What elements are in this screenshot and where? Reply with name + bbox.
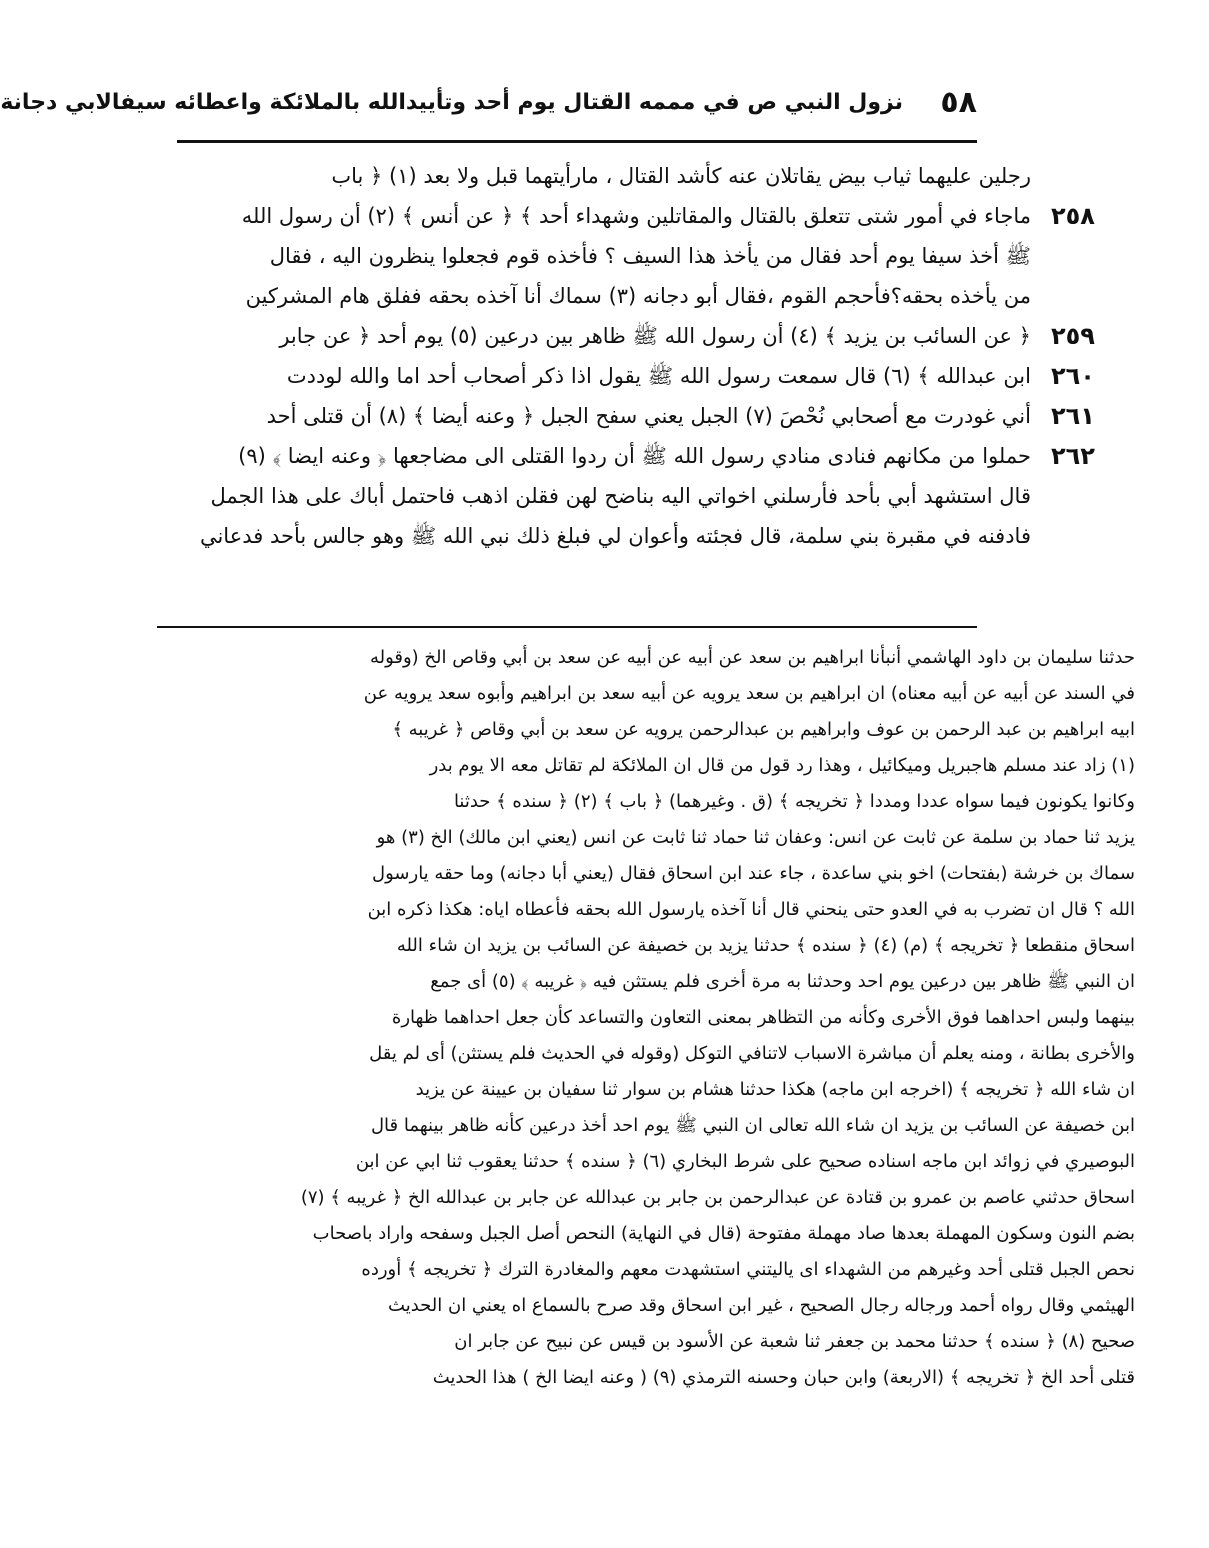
note-line: بينهما ولبس احداهما فوق الأخرى وكأنه من التظاهر بمعنى التعاون والتساعد كأن جعل احداهما ظهارة [391, 1007, 1135, 1028]
note-line: بضم النون وسكون المهملة بعدها صاد مهملة مفتوحة (قال في النهاية) النحص أصل الجبل وسفحه واراد باصحاب [312, 1223, 1135, 1244]
main-line-text: قال استشهد أبي بأحد فأرسلني اخواتي اليه بناضح لهن فقلن اذهب فاحتمل أباك على هذا الجمل [210, 484, 1031, 508]
main-text [173, 156, 1141, 556]
note-line: حدثنا سليمان بن داود الهاشمي أنبأنا ابراهيم بن سعد عن أبيه عن أبيه عن سعد بن أبي وقاص الخ (وقوله [369, 647, 1135, 668]
main-line-text: أني غودرت مع أصحابي نُحْصَ (٧) الجبل يعني سفح الجبل ﴿ وعنه أيضا ﴾ (٨) أن قتلى أحد [266, 404, 1031, 428]
main-line-text: حملوا من مكانهم فنادى منادي رسول الله ﷺ أن ردوا القتلى الى مضاجعها ﴿ وعنه ايضا ﴾ (٩) [238, 444, 1031, 468]
footnote-divider [157, 626, 977, 628]
main-line [173, 396, 1141, 436]
note-line: صحيح (٨) ﴿ سنده ﴾ حدثنا محمد بن جعفر ثنا شعبة عن الأسود بن قيس عن نبيح عن جابر ان [454, 1331, 1135, 1352]
main-line-text: من يأخذه بحقه؟فأحجم القوم ،فقال أبو دجانه (٣) سماك أنا آخذه بحقه ففلق هام المشركين [245, 284, 1031, 308]
note-line: والأخرى بطانة ، ومنه يعلم أن مباشرة الاسباب لاتنافي التوكل (وقوله في الحديث فلم يستثن) أى لم يقل [369, 1043, 1135, 1064]
header-rule [177, 140, 977, 143]
note-line: (١) زاد عند مسلم هاجبريل وميكائيل ، وهذا رد قول من قال ان الملائكة لم تقاتل معه الا يوم بدر [429, 755, 1135, 776]
main-line-text: ﷺ أخذ سيفا يوم أحد فقال من يأخذ هذا السيف ؟ فأخذه قوم فجعلوا ينظرون اليه ، فقال [269, 244, 1031, 268]
main-line [173, 196, 1141, 236]
note-line: سماك بن خرشة (بفتحات) اخو بني ساعدة ، جاء عند ابن اسحاق فقال (يعني أبا دجانه) وما حقه يارسول [372, 863, 1135, 884]
hadith-number: ٢٥٩ [1051, 322, 1095, 350]
note-line: ان النبي ﷺ ظاهر بين درعين يوم احد وحدثنا به مرة أخرى فلم يستثن فيه ﴿ غريبه ﴾ (٥) أى جمع [430, 971, 1135, 992]
main-line-text: ماجاء في أمور شتى تتعلق بالقتال والمقاتلين وشهداء أحد ﴾ ﴿ عن أنس ﴾ (٢) أن رسول الله [241, 204, 1031, 228]
hadith-number: ٢٥٨ [1051, 202, 1095, 230]
running-header [0, 78, 977, 126]
main-line [173, 436, 1141, 476]
main-line-text: فادفنه في مقبرة بني سلمة، قال فجئته وأعوان لي فبلغ ذلك نبي الله ﷺ وهو جالس بأحد فدعاني [199, 524, 1031, 548]
main-line [173, 276, 1141, 316]
note-line: نحص الجبل قتلى أحد وغيرهم من الشهداء اى ياليتني استشهدت معهم والمغادرة الترك ﴿ تخريجه ﴾ أورده [361, 1259, 1135, 1280]
main-line [173, 156, 1141, 196]
page-number: ٥٨ [940, 84, 977, 120]
main-line [173, 356, 1141, 396]
note-line: ابن خصيفة عن السائب بن يزيد ان شاء الله تعالى ان النبي ﷺ يوم احد أخذ درعين كأنه ظاهر بينهما قال [370, 1115, 1135, 1136]
note-line: في السند عن أبيه عن أبيه معناه) ان ابراهيم بن سعد يرويه عن أبيه سعد بن ابراهيم وأبوه سعد يرويه عن [363, 683, 1135, 704]
main-line-text: ﴿ عن السائب بن يزيد ﴾ (٤) أن رسول الله ﷺ ظاهر بين درعين (٥) يوم أحد ﴿ عن جابر [279, 324, 1031, 348]
note-line: الهيثمي وقال رواه أحمد ورجاله رجال الصحيح ، غير ابن اسحاق وقد صرح بالسماع اه يعني ان الحديث [388, 1295, 1135, 1316]
note-line: اسحاق حدثني عاصم بن عمرو بن قتادة عن عبدالرحمن بن جابر بن عبدالله عن جابر بن عبدالله الخ ﴿ غريبه ﴾ (٧) [300, 1187, 1135, 1208]
main-line-text: رجلين عليهما ثياب بيض يقاتلان عنه كأشد القتال ، مارأيتهما قبل ولا بعد (١) ﴿ باب [331, 164, 1031, 188]
note-line: ان شاء الله ﴿ تخريجه ﴾ (اخرجه ابن ماجه) هكذا حدثنا هشام بن سوار ثنا سفيان بن عيينة عن يزيد [415, 1079, 1135, 1100]
main-line [173, 236, 1141, 276]
note-line: وكانوا يكونون فيما سواه عددا ومددا ﴿ تخريجه ﴾ (ق . وغيرهما) ﴿ باب ﴾ (٢) ﴿ سنده ﴾ حدثنا [453, 791, 1135, 812]
note-line: قتلى أحد الخ ﴿ تخريجه ﴾ (الاربعة) وابن حبان وحسنه الترمذي (٩) ( وعنه ايضا الخ ) هذا الحديث [432, 1367, 1135, 1388]
note-line: يزيد ثنا حماد بن سلمة عن ثابت عن انس: وعفان ثنا حماد ثنا ثابت عن انس (يعني ابن مالك) الخ (٣) هو [376, 827, 1135, 848]
main-line [173, 516, 1141, 556]
main-line [173, 316, 1141, 356]
note-line: اسحاق منقطعا ﴿ تخريجه ﴾ (م) (٤) ﴿ سنده ﴾ حدثنا يزيد بن خصيفة عن السائب بن يزيد ان شاء الله [396, 935, 1135, 956]
main-line [173, 476, 1141, 516]
note-line: الله ؟ قال ان تضرب به في العدو حتى ينحني قال أنا آخذه يارسول الله بحقه فأعطاه اياه: هكذا ذكره ابن [367, 899, 1135, 920]
note-line: البوصيري في زوائد ابن ماجه اسناده صحيح على شرط البخاري (٦) ﴿ سنده ﴾ حدثنا يعقوب ثنا ابي عن ابن [355, 1151, 1135, 1172]
note-line: ابيه ابراهيم بن عبد الرحمن بن عوف وابراهيم بن عبدالرحمن يرويه عن سعد بن أبي وقاص ﴿ غريبه ﴾ [392, 719, 1135, 740]
hadith-number: ٢٦٠ [1051, 362, 1095, 390]
hadith-number: ٢٦١ [1051, 402, 1095, 430]
footnotes [171, 640, 1135, 1396]
main-line-text: ابن عبدالله ﴾ (٦) قال سمعت رسول الله ﷺ يقول اذا ذكر أصحاب أحد اما والله لوددت [286, 364, 1031, 388]
header-title: نزول النبي ص في مممه القتال يوم أحد وتأييدالله بالملائكة واعطائه سيفالابي دجانة [0, 89, 903, 115]
hadith-number: ٢٦٢ [1051, 442, 1095, 470]
